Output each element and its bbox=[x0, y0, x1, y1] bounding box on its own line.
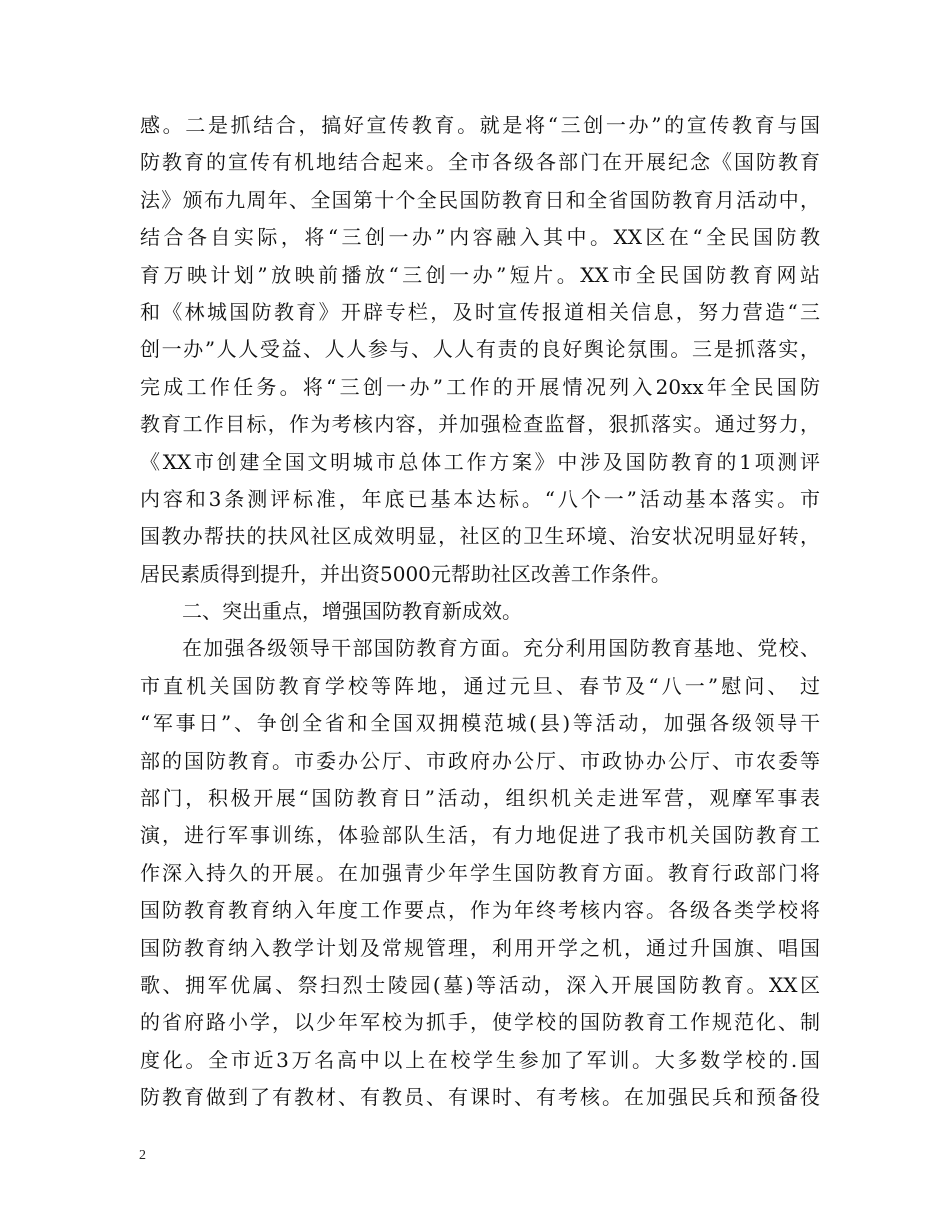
text-line: 部门，积极开展“国防教育日”活动，组织机关走进军营，观摩军事表 bbox=[140, 786, 820, 811]
text-line: 在加强各级领导干部国防教育方面。充分利用国防教育基地、党校、 bbox=[182, 636, 820, 661]
section-heading: 二、突出重点，增强国防教育新成效。 bbox=[182, 599, 522, 624]
body-text bbox=[140, 107, 820, 1117]
page-number: 2 bbox=[139, 1148, 146, 1163]
text-line: 防教育的宣传有机地结合起来。全市各级各部门在开展纪念《国防教育 bbox=[140, 150, 820, 175]
text-line: 市直机关国防教育学校等阵地，通过元旦、春节及“八一”慰问、 过 bbox=[140, 673, 820, 698]
text-line: 和《林城国防教育》开辟专栏，及时宣传报道相关信息，努力营造“三 bbox=[140, 299, 820, 324]
text-line: 国防教育教育纳入年度工作要点，作为年终考核内容。各级各类学校将 bbox=[140, 898, 820, 923]
text-line: 结合各自实际，将“三创一办”内容融入其中。XX区在“全民国防教 bbox=[140, 225, 820, 250]
text-line: 内容和3条测评标准，年底已基本达标。“八个一”活动基本落实。市 bbox=[140, 486, 820, 511]
text-line: “军事日”、争创全省和全国双拥模范城(县)等活动，加强各级领导干 bbox=[140, 711, 820, 736]
text-line: 完成工作任务。将“三创一办”工作的开展情况列入20xx年全民国防 bbox=[140, 374, 820, 399]
text-line: 创一办”人人受益、人人参与、人人有责的良好舆论氛围。三是抓落实， bbox=[140, 337, 820, 362]
text-line: 国教办帮扶的扶风社区成效明显，社区的卫生环境、治安状况明显好转， bbox=[140, 524, 820, 549]
text-line: 部的国防教育。市委办公厅、市政府办公厅、市政协办公厅、市农委等 bbox=[140, 748, 820, 773]
text-line: 的省府路小学，以少年军校为抓手，使学校的国防教育工作规范化、制 bbox=[140, 1010, 820, 1035]
text-line: 防教育做到了有教材、有教员、有课时、有考核。在加强民兵和预备役 bbox=[140, 1085, 820, 1110]
text-line: 法》颁布九周年、全国第十个全民国防教育日和全省国防教育月活动中， bbox=[140, 187, 820, 212]
text-line: 演，进行军事训练，体验部队生活，有力地促进了我市机关国防教育工 bbox=[140, 823, 820, 848]
text-line: 感。二是抓结合，搞好宣传教育。就是将“三创一办”的宣传教育与国 bbox=[140, 113, 820, 137]
text-line: 居民素质得到提升，并出资5000元帮助社区改善工作条件。 bbox=[140, 561, 671, 586]
text-line: 《XX市创建全国文明城市总体工作方案》中涉及国防教育的1项测评 bbox=[140, 449, 820, 474]
text-line: 国防教育纳入教学计划及常规管理，利用开学之机，通过升国旗、唱国 bbox=[140, 935, 820, 960]
text-line: 育万映计划”放映前播放“三创一办”短片。XX市全民国防教育网站 bbox=[140, 262, 820, 287]
text-line: 度化。全市近3万名高中以上在校学生参加了军训。大多数学校的.国 bbox=[140, 1047, 820, 1072]
text-line: 作深入持久的开展。在加强青少年学生国防教育方面。教育行政部门将 bbox=[140, 860, 820, 885]
text-line: 歌、拥军优属、祭扫烈士陵园(墓)等活动，深入开展国防教育。XX区 bbox=[140, 972, 820, 997]
text-line: 教育工作目标，作为考核内容，并加强检查监督，狠抓落实。通过努力， bbox=[140, 412, 820, 437]
